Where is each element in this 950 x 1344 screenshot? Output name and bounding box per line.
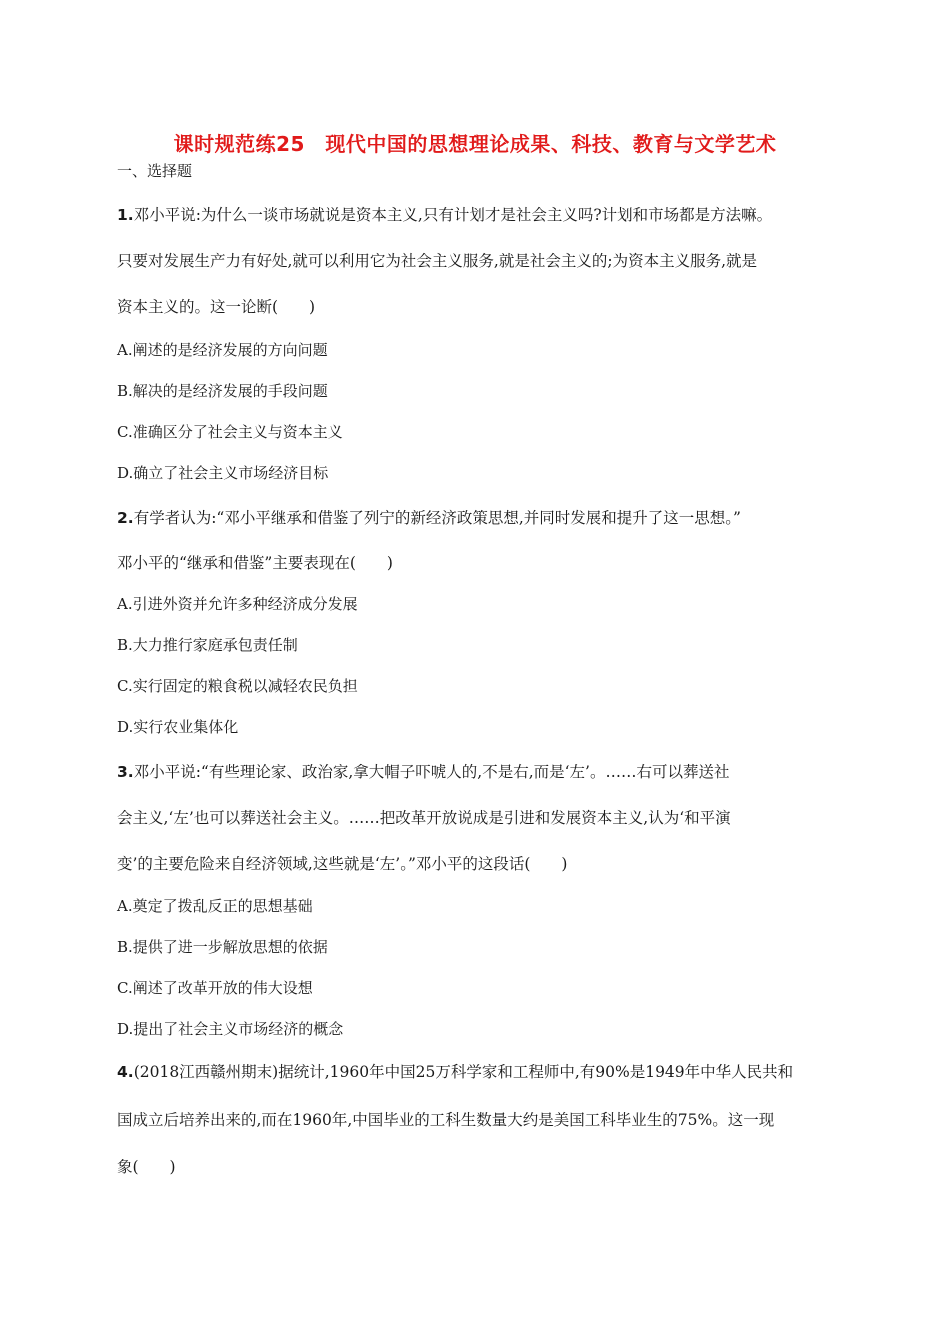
question-3-line-3: 变’的主要危险来自经济领域,这些就是‘左’。”邓小平的这段话( ) <box>117 855 568 873</box>
question-4-line-3: 象( ) <box>117 1158 176 1176</box>
question-text: 邓小平说:为什么一谈市场就说是资本主义,只有计划才是社会主义吗?计划和市场都是方法嘛。 <box>133 206 773 224</box>
question-3-option-c: C.阐述了改革开放的伟大设想 <box>117 979 313 997</box>
question-3-line-2: 会主义,‘左’也可以葬送社会主义。……把改革开放说成是引进和发展资本主义,认为‘和平演 <box>117 809 731 827</box>
question-2-line-1 <box>117 506 741 528</box>
question-number: 3. <box>117 763 134 781</box>
question-1-line-3: 资本主义的。这一论断( ) <box>117 298 316 316</box>
question-text: 有学者认为:“邓小平继承和借鉴了列宁的新经济政策思想,并同时发展和提升了这一思想。” <box>133 509 741 527</box>
question-1-option-c: C.准确区分了社会主义与资本主义 <box>117 423 343 441</box>
question-3-option-a: A.奠定了拨乱反正的思想基础 <box>117 897 313 915</box>
page-title: 课时规范练25 现代中国的思想理论成果、科技、教育与文学艺术 <box>173 132 777 156</box>
question-1-option-a: A.阐述的是经济发展的方向问题 <box>117 341 328 359</box>
question-2-option-a: A.引进外资并允许多种经济成分发展 <box>117 595 358 613</box>
question-1-option-d: D.确立了社会主义市场经济目标 <box>117 464 329 482</box>
question-number: 1. <box>117 206 134 224</box>
question-4-line-1 <box>117 1060 793 1082</box>
question-3-option-b: B.提供了进一步解放思想的依据 <box>117 938 328 956</box>
question-number: 4. <box>117 1063 134 1081</box>
question-number: 2. <box>117 509 134 527</box>
question-2-option-c: C.实行固定的粮食税以减轻农民负担 <box>117 677 358 695</box>
question-1-line-2: 只要对发展生产力有好处,就可以利用它为社会主义服务,就是社会主义的;为资本主义服务,就是 <box>117 252 758 270</box>
question-2-line-2: 邓小平的“继承和借鉴”主要表现在( ) <box>117 554 393 572</box>
question-4-line-2: 国成立后培养出来的,而在1960年,中国毕业的工科生数量大约是美国工科毕业生的75%。这一现 <box>117 1111 775 1129</box>
section-heading: 一、选择题 <box>117 162 193 180</box>
question-3-line-1 <box>117 760 729 782</box>
question-text: (2018江西赣州期末)据统计,1960年中国25万科学家和工程师中,有90%是1949年中华人民共和 <box>133 1063 794 1081</box>
question-text: 邓小平说:“有些理论家、政治家,拿大帽子吓唬人的,不是右,而是‘左’。……右可以葬送社 <box>133 763 730 781</box>
question-1-line-1 <box>117 203 772 225</box>
question-3-option-d: D.提出了社会主义市场经济的概念 <box>117 1020 344 1038</box>
question-1-option-b: B.解决的是经济发展的手段问题 <box>117 382 328 400</box>
question-2-option-d: D.实行农业集体化 <box>117 718 239 736</box>
question-2-option-b: B.大力推行家庭承包责任制 <box>117 636 298 654</box>
